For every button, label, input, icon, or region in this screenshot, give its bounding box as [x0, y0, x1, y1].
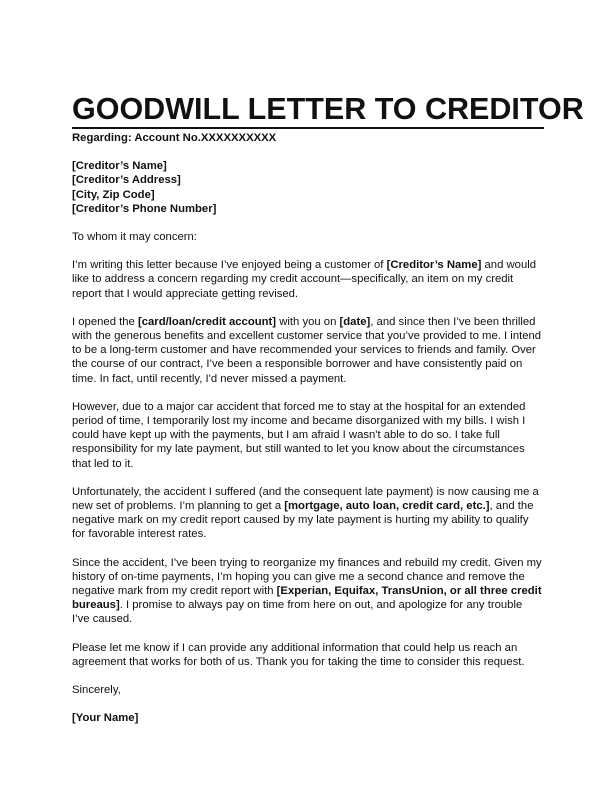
p5-text-c: . I promise to always pay on time from here on out, and apologize for any trouble I’ve caused.: [72, 599, 523, 626]
creditor-city-zip: [City, Zip Code]: [72, 188, 155, 201]
p1-text-a: I’m writing this letter because I’ve enjoyed being a customer of: [72, 259, 387, 272]
p5-text-a: Since the accident, I’ve been trying to reorganize my finances and rebuild my credit. Given my history of on-time payments, I’m hoping you can give me a second chance and remove the negative mark from my credit report with: [72, 556, 542, 598]
p2-text-c: with you on: [276, 315, 340, 328]
p2-text-a: I opened the: [72, 315, 138, 328]
paragraph-2: [72, 315, 542, 386]
letter-title: GOODWILL LETTER TO CREDITOR: [72, 92, 584, 126]
p2-text-e: , and since then I’ve been thrilled with the generous benefits and excellent customer service that you’ve provided to me. I intend to be a long-term customer and have recommended your services to friends and family. Over the course of our contract, I’ve been a responsible borrower and have consistently paid on time. In fact, until recently, I'd never missed a payment.: [72, 315, 542, 385]
signature-name: [Your Name]: [72, 712, 139, 725]
closing: Sincerely,: [72, 684, 121, 697]
p2-placeholder-date: [date]: [339, 315, 371, 328]
p4-placeholder-loan: [mortgage, auto loan, credit card, etc.]: [284, 500, 490, 513]
creditor-name: [Creditor’s Name]: [72, 160, 167, 173]
paragraph-3: However, due to a major car accident that forced me to stay at the hospital for an extended period of time, I temporarily lost my income and became disorganized with my bills. I wish I could have kept up with the payments, but I am afraid I wasn't able to do so. I take full responsibility for my late payment, but still wanted to let you know about the circumstances that led to it.: [72, 400, 526, 470]
signature-placeholder: [72, 711, 542, 725]
salutation: To whom it may concern:: [72, 231, 197, 244]
creditor-address-block: [72, 159, 542, 216]
paragraph-5: [72, 556, 542, 627]
paragraph-4: [72, 485, 542, 542]
p5-placeholder-bureaus: [Experian, Equifax, TransUnion, or all three credit bureaus]: [72, 585, 542, 612]
p1-placeholder-creditor: [Creditor’s Name]: [386, 259, 482, 272]
p2-placeholder-account: [card/loan/credit account]: [137, 315, 277, 328]
p4-text-a: Unfortunately, the accident I suffered (and the consequent late payment) is now causing me a new set of problems. I’m planning to get a: [72, 485, 539, 513]
title-underline: [72, 127, 544, 129]
p4-text-c: , and the negative mark on my credit report caused by my late payment is hurting my ability to qualify for favorable interest rates.: [72, 500, 534, 541]
paragraph-6: Please let me know if I can provide any additional information that could help us reach an agreement that works for both of us. Thank you for taking the time to consider this request.: [72, 641, 525, 668]
creditor-address: [Creditor’s Address]: [72, 174, 181, 187]
creditor-phone: [Creditor’s Phone Number]: [72, 202, 217, 215]
letter-page: [72, 92, 584, 726]
regarding-line: Regarding: Account No.XXXXXXXXXX: [72, 132, 277, 144]
paragraph-1: [72, 258, 542, 301]
p1-text-c: and would like to address a concern regarding my credit account—specifically, an item on my credit report that I would appreciate getting revised.: [72, 259, 537, 300]
